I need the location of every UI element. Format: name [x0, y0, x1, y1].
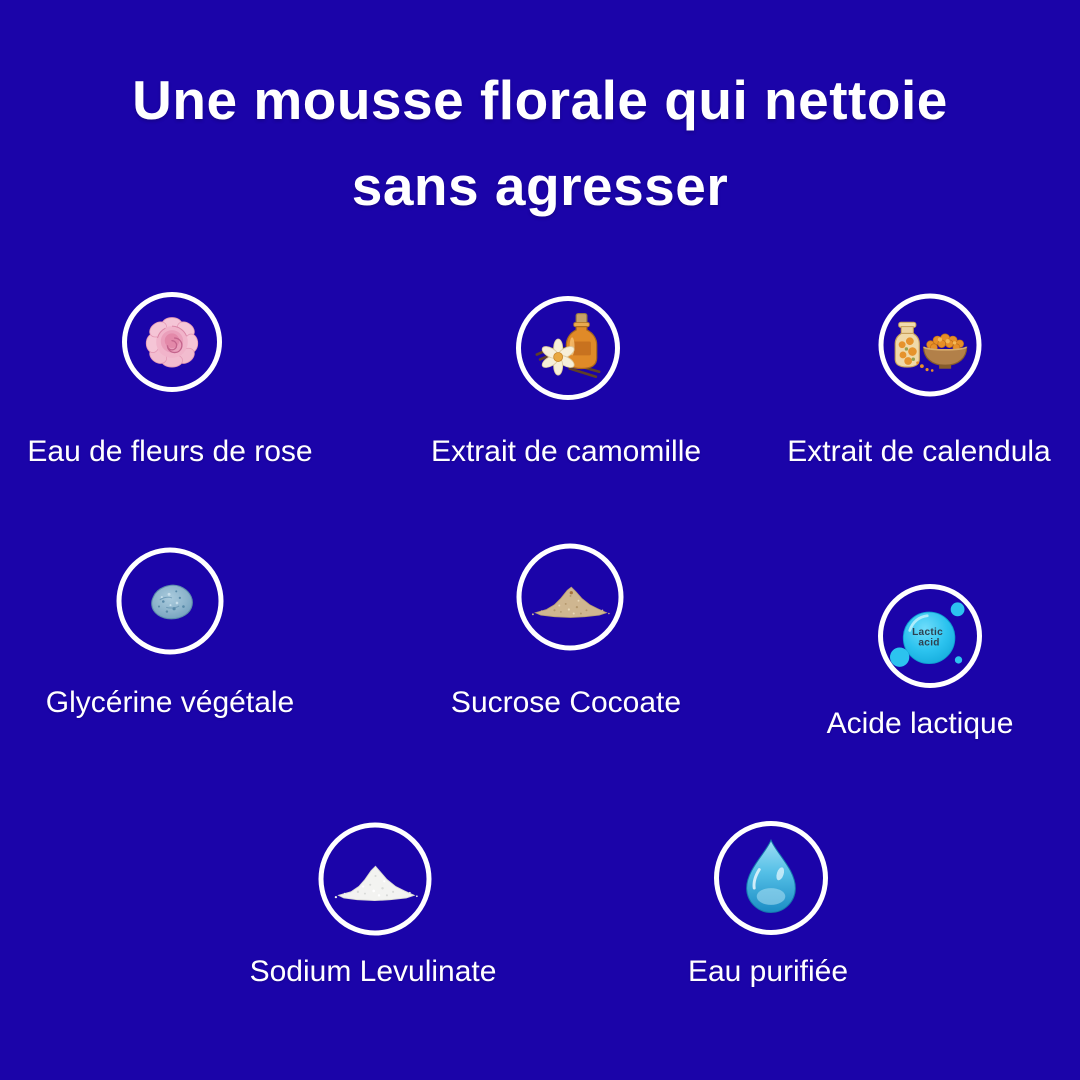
ingredient-circle-calendula: [879, 294, 982, 397]
ingredient-label-lactic-acid: Acide lactique: [826, 707, 1014, 740]
ingredient-circle-rose-water: [122, 292, 222, 392]
lactic-acid-text-line2: acid: [918, 637, 940, 649]
page-title: [0, 57, 1080, 229]
glycerin-blob-icon: [134, 565, 206, 637]
title-line-1: Une mousse florale qui nettoie: [132, 69, 948, 131]
ingredient-label-glycerin: Glycérine végétale: [45, 686, 295, 719]
ingredient-label-chamomile: Extrait de camomille: [430, 435, 702, 468]
ingredient-circle-chamomile: [516, 296, 620, 400]
calendula-jar-bowl-icon: [887, 302, 973, 388]
powder-pile-tan-icon: [530, 557, 610, 637]
ingredient-circle-sodium-levulinate: [319, 823, 432, 936]
ingredient-label-rose-water: Eau de fleurs de rose: [27, 435, 313, 468]
ingredient-circle-sucrose-cocoate: [517, 544, 624, 651]
lactic-acid-bubble-icon: [884, 590, 976, 682]
ingredient-circle-lactic-acid: [878, 584, 982, 688]
powder-pile-white-icon: [331, 835, 419, 923]
chamomile-vanilla-oil-icon: [527, 307, 609, 389]
title-line-2: sans agresser: [351, 155, 729, 217]
lactic-acid-text-line1: Lactic: [912, 627, 943, 639]
ingredient-label-calendula: Extrait de calendula: [787, 435, 1051, 468]
ingredient-circle-glycerin: [117, 548, 224, 655]
ingredient-label-purified-water: Eau purifiée: [687, 955, 849, 988]
ingredient-label-sucrose-cocoate: Sucrose Cocoate: [450, 686, 682, 719]
rose-icon: [139, 309, 205, 375]
water-drop-icon: [729, 836, 813, 920]
ingredient-circle-purified-water: [714, 821, 828, 935]
ingredient-label-sodium-levulinate: Sodium Levulinate: [249, 955, 497, 988]
